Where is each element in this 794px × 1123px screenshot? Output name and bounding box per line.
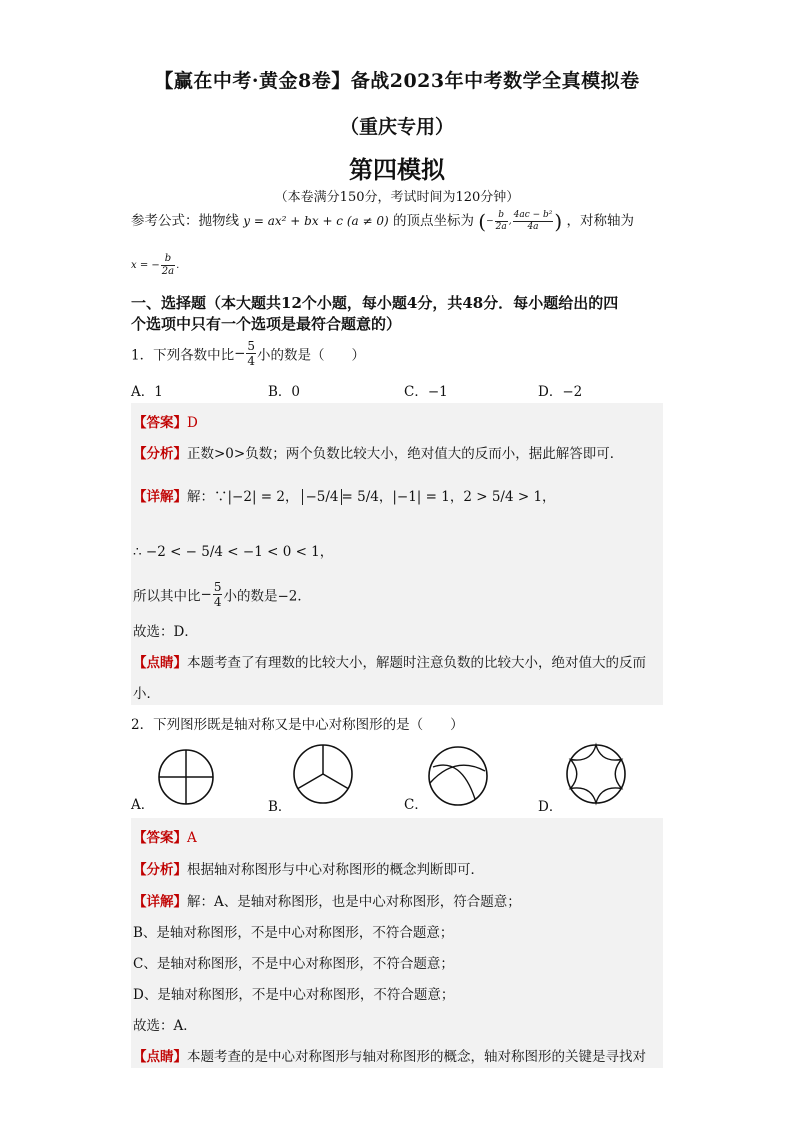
q1-detail-line-1: 【详解】解：∵|−2| = 2， −5/4 = 5/4，|−1| = 1，2 > 5/4 > 1，	[133, 489, 556, 505]
q2-detail-a: 【详解】解：A、是轴对称图形，也是中心对称图形，符合题意；	[133, 894, 521, 910]
formula-equation: y = ax² + bx + c (a ≠ 0)	[243, 214, 389, 228]
q2-label-c: C．	[404, 797, 428, 813]
q1-comment: 【点睛】本题考查了有理数的比较大小，解题时注意负数的比较大小，绝对值大的反而	[133, 655, 646, 671]
q1-detail-frac: $\frac{5}{4}$	[213, 580, 222, 609]
q2-figure-d	[563, 741, 629, 807]
q2-detail-choice: 故选：A．	[133, 1018, 197, 1034]
q2-label-b: B．	[268, 799, 292, 815]
vertex-frac-right: $\frac{\text{4ac − b²}}{4a}$	[513, 210, 553, 232]
q2-detail-d: D、是轴对称图形，不是中心对称图形，不符合题意；	[133, 987, 455, 1003]
title-line-2: （重庆专用）	[339, 116, 454, 138]
q2-comment: 【点睛】本题考查的是中心对称图形与轴对称图形的概念，轴对称图形的关键是寻找对	[133, 1049, 646, 1065]
section-heading-line-1: 一、选择题（本大题共12个小题，每小题4分，共48分．每小题给出的四	[131, 294, 619, 312]
q2-detail-c: C、是轴对称图形，不是中心对称图形，不符合题意；	[133, 956, 454, 972]
q2-label-a: A．	[131, 797, 155, 813]
q2-answer: 【答案】A	[133, 830, 197, 846]
q1-stem: 1．下列各数中比− $\frac{5}{4}$ 小的数是（ ）	[131, 339, 366, 368]
formula-vertex-text: 的顶点坐标为	[392, 213, 474, 229]
formula-line: 参考公式：抛物线 y = ax² + bx + c (a ≠ 0) 的顶点坐标为 (− $\frac{b}{2a}$ , $\frac{\text{4ac − b²}}{4a}$ ) ，对称轴为	[131, 209, 634, 234]
paren-right: )	[554, 209, 563, 234]
formula-axis-text: ，对称轴为	[566, 213, 634, 229]
formula-axis: x = − $\frac{b}{2a}$ .	[131, 253, 180, 277]
q2-detail-b: B、是轴对称图形，不是中心对称图形，不符合题意；	[133, 925, 454, 941]
title-line-3: 第四模拟	[349, 155, 445, 184]
q1-option-b: B．0	[268, 384, 301, 400]
paren-left: (	[478, 209, 487, 234]
q1-comment-line-2: 小．	[133, 686, 160, 702]
q1-option-a: A．1	[131, 384, 163, 400]
q1-option-c: C．−1	[404, 384, 448, 400]
q1-analysis: 【分析】正数>0>负数；两个负数比较大小，绝对值大的反而小，据此解答即可．	[133, 446, 624, 462]
q1-detail-line-3: 所以其中比− $\frac{5}{4}$ 小的数是−2．	[133, 580, 311, 609]
q2-analysis: 【分析】根据轴对称图形与中心对称图形的概念判断即可．	[133, 862, 484, 878]
q1-detail-line-2: ∴ −2 < − 5/4 < −1 < 0 < 1，	[133, 544, 334, 560]
q2-figure-b	[290, 741, 356, 807]
q1-detail-line-4: 故选：D．	[133, 624, 198, 640]
axis-frac: $\frac{b}{2a}$	[161, 253, 175, 277]
exam-info: （本卷满分150分，考试时间为120分钟）	[274, 190, 520, 205]
q1-option-d: D．−2	[538, 384, 583, 400]
vertex-frac-left: $\frac{b}{2a}$	[495, 210, 507, 232]
q2-figure-c	[425, 743, 491, 809]
section-heading-line-2: 个选项中只有一个选项是最符合题意的）	[131, 315, 402, 333]
q2-answer-panel	[131, 818, 663, 1068]
title-line-1: 【赢在中考·黄金8卷】备战2023年中考数学全真模拟卷	[154, 70, 640, 92]
formula-prefix: 参考公式：抛物线	[131, 213, 239, 229]
q2-label-d: D．	[538, 799, 563, 815]
q2-stem: 2．下列图形既是轴对称又是中心对称图形的是（ ）	[131, 717, 464, 733]
q1-answer: 【答案】D	[133, 415, 198, 431]
q2-figure-a	[155, 746, 217, 808]
q1-frac: $\frac{5}{4}$	[247, 339, 256, 368]
